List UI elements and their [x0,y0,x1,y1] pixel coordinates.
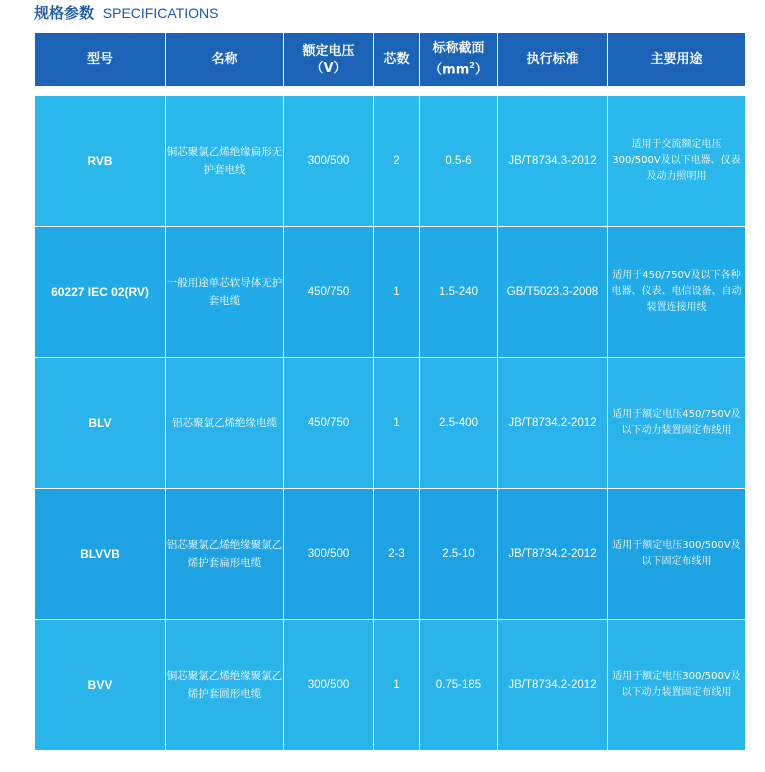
cell-name: 铜芯聚氯乙烯绝缘扁形无护套电线 [166,96,284,227]
table-row [35,96,746,227]
header-voltage [284,33,374,87]
table-row [35,227,746,358]
cell-area: 2.5-10 [420,489,498,620]
cell-usage: 适用于额定电压300/500V及以下固定布线用 [608,489,746,620]
header-model: 型号 [35,33,166,87]
specifications-table [34,32,746,751]
cell-model: BLV [35,358,166,489]
cell-voltage: 450/750 [284,227,374,358]
table-row [35,489,746,620]
cell-model: BLVVB [35,489,166,620]
cell-voltage: 450/750 [284,358,374,489]
cell-standard: JB/T8734.2-2012 [498,489,608,620]
cell-standard: JB/T8734.3-2012 [498,96,608,227]
cell-name: 一般用途单芯软导体无护套电缆 [166,227,284,358]
header-area-unit-sup: 2 [469,61,475,71]
cell-standard: JB/T8734.2-2012 [498,620,608,751]
header-cores: 芯数 [374,33,420,87]
cell-voltage: 300/500 [284,96,374,227]
cell-cores: 1 [374,227,420,358]
cell-usage: 适用于450/750V及以下各种电器、仪表、电信设备、自动装置连接用线 [608,227,746,358]
header-area-label: 标称截面 [432,41,485,57]
table-row [35,620,746,751]
cell-name: 铝芯聚氯乙烯绝缘电缆 [166,358,284,489]
page-title [34,2,218,24]
cell-usage: 适用于额定电压450/750V及以下动力装置固定布线用 [608,358,746,489]
cell-usage: 适用于额定电压300/500V及以下动力装置固定布线用 [608,620,746,751]
title-en: SPECIFICATIONS [102,5,219,21]
header-voltage-unit: （V） [310,60,347,76]
header-spacer [35,87,746,96]
table-row [35,358,746,489]
cell-area: 2.5-400 [420,358,498,489]
cell-cores: 2-3 [374,489,420,620]
header-usage: 主要用途 [608,33,746,87]
cell-cores: 1 [374,358,420,489]
cell-standard: JB/T8734.2-2012 [498,358,608,489]
cell-name: 铜芯聚氯乙烯绝缘聚氯乙烯护套圆形电缆 [166,620,284,751]
header-area [420,33,498,87]
cell-standard: GB/T5023.3-2008 [498,227,608,358]
cell-area: 0.5-6 [420,96,498,227]
header-voltage-label: 额定电压 [302,43,355,59]
header-standard: 执行标准 [498,33,608,87]
title-cn: 规格参数 [34,4,95,22]
cell-model: 60227 IEC 02(RV) [35,227,166,358]
cell-voltage: 300/500 [284,620,374,751]
cell-cores: 2 [374,96,420,227]
header-area-unit: （mm [429,62,470,78]
cell-voltage: 300/500 [284,489,374,620]
cell-usage: 适用于交流额定电压300/500V及以下电器、仪表及动力照明用 [608,96,746,227]
header-area-unit-close: ） [474,62,488,78]
header-name: 名称 [166,33,284,87]
table-header-row [35,33,746,87]
spacer-cell [35,87,746,96]
cell-model: RVB [35,96,166,227]
cell-model: BVV [35,620,166,751]
cell-area: 0.75-185 [420,620,498,751]
cell-cores: 1 [374,620,420,751]
cell-area: 1.5-240 [420,227,498,358]
cell-name: 铝芯聚氯乙烯绝缘聚氯乙烯护套扁形电缆 [166,489,284,620]
